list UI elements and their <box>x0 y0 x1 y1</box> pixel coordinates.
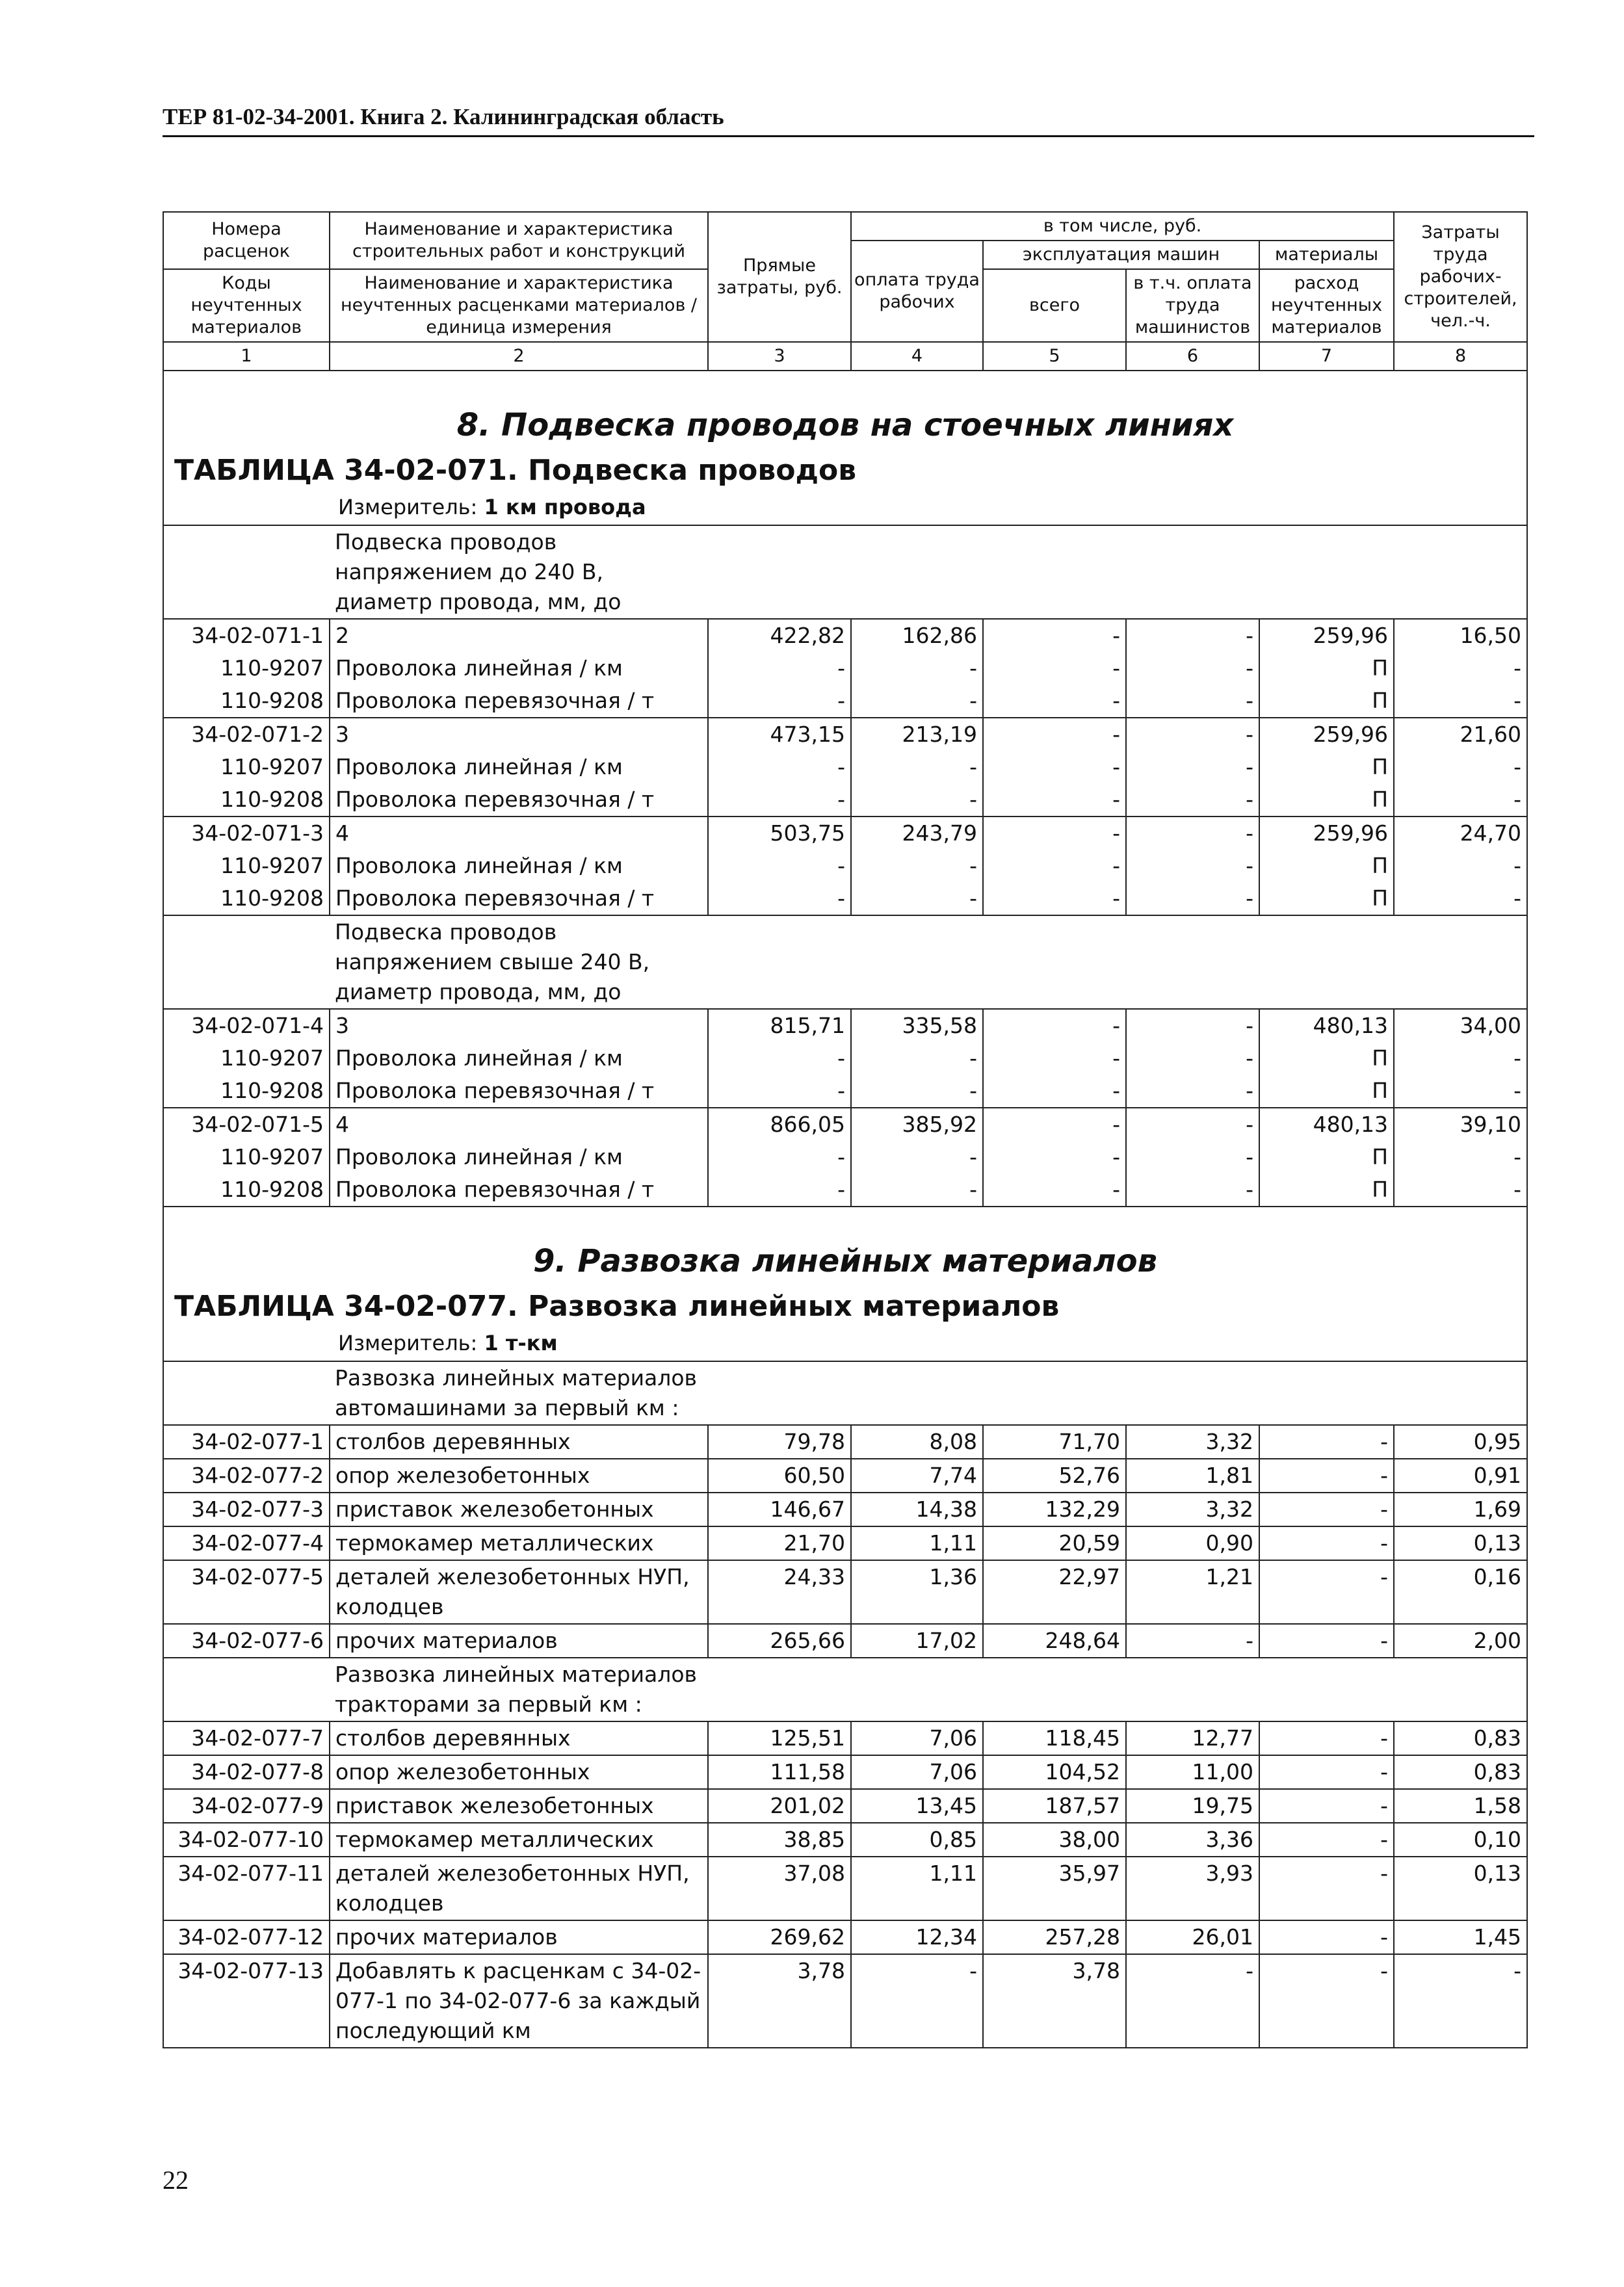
rate-code-cell: 34-02-071-4 <box>163 1009 330 1042</box>
table-row <box>163 783 1527 817</box>
table-row <box>163 1920 1527 1954</box>
group-077-tractors-text: Развозка линейных материалов тракторами за первый км : <box>330 1658 708 1721</box>
work-name-cell: опор железобетонных <box>330 1755 708 1789</box>
labor-hours-cell: - <box>1394 1141 1527 1173</box>
running-header: ТЕР 81-02-34-2001. Книга 2. Калининградская область <box>163 104 1534 137</box>
machinist-pay-cell: - <box>1126 882 1259 915</box>
labor-pay-cell: 7,74 <box>851 1459 983 1493</box>
labor-pay-cell: - <box>851 685 983 718</box>
machinist-pay-cell: 3,32 <box>1126 1425 1259 1459</box>
measure-077-value: 1 т-км <box>484 1331 558 1355</box>
work-name-cell: деталей железобетонных НУП, колодцев <box>330 1857 708 1920</box>
direct-costs-cell: 125,51 <box>708 1721 851 1755</box>
rate-code-cell: 34-02-071-3 <box>163 817 330 850</box>
group-077-tractors <box>163 1658 1527 1721</box>
rate-code-cell: 34-02-077-5 <box>163 1560 330 1624</box>
section-9-title: 9. Развозка линейных материалов <box>533 1243 1158 1279</box>
table-row <box>163 817 1527 850</box>
table-row <box>163 1141 1527 1173</box>
labor-pay-cell: - <box>851 850 983 882</box>
direct-costs-cell: 37,08 <box>708 1857 851 1920</box>
machinist-pay-cell: - <box>1126 1173 1259 1207</box>
materials-cell: - <box>1259 1789 1394 1823</box>
group-077-trucks <box>163 1361 1527 1425</box>
rate-code-cell: 34-02-071-1 <box>163 619 330 652</box>
direct-costs-cell: - <box>708 1173 851 1207</box>
machines-total-cell: - <box>983 1108 1126 1141</box>
labor-pay-cell: 17,02 <box>851 1624 983 1658</box>
work-name-cell: 4 <box>330 817 708 850</box>
rate-code-cell: 110-9208 <box>163 1075 330 1108</box>
work-name-cell: Проволока линейная / км <box>330 1042 708 1075</box>
rate-code-cell: 34-02-077-6 <box>163 1624 330 1658</box>
machines-total-cell: 71,70 <box>983 1425 1126 1459</box>
header-machines: эксплуатация машин <box>983 241 1259 269</box>
machinist-pay-cell: - <box>1126 685 1259 718</box>
work-name-cell: Добавлять к расценкам с 34-02-077-1 по 34-02-077-6 за каждый последующий км <box>330 1954 708 2048</box>
materials-cell: П <box>1259 850 1394 882</box>
rate-code-cell: 34-02-077-8 <box>163 1755 330 1789</box>
machinist-pay-cell: - <box>1126 1042 1259 1075</box>
table-row <box>163 1560 1527 1624</box>
machinist-pay-cell: - <box>1126 1954 1259 2048</box>
work-name-cell: Проволока перевязочная / т <box>330 685 708 718</box>
header-labor-pay: оплата труда рабочих <box>851 241 983 342</box>
labor-pay-cell: 0,85 <box>851 1823 983 1857</box>
direct-costs-cell: 146,67 <box>708 1493 851 1526</box>
table-row <box>163 718 1527 751</box>
materials-cell: - <box>1259 1624 1394 1658</box>
machinist-pay-cell: - <box>1126 1108 1259 1141</box>
labor-hours-cell: 16,50 <box>1394 619 1527 652</box>
rate-code-cell: 34-02-077-3 <box>163 1493 330 1526</box>
materials-cell: 259,96 <box>1259 619 1394 652</box>
labor-pay-cell: 7,06 <box>851 1721 983 1755</box>
materials-cell: - <box>1259 1920 1394 1954</box>
materials-cell: П <box>1259 652 1394 685</box>
labor-hours-cell: - <box>1394 652 1527 685</box>
labor-hours-cell: 0,83 <box>1394 1755 1527 1789</box>
labor-pay-cell: 1,11 <box>851 1526 983 1560</box>
machines-total-cell: 187,57 <box>983 1789 1126 1823</box>
machinist-pay-cell: 3,32 <box>1126 1493 1259 1526</box>
column-number: 4 <box>851 342 983 371</box>
direct-costs-cell: 265,66 <box>708 1624 851 1658</box>
column-number: 1 <box>163 342 330 371</box>
machinist-pay-cell: 19,75 <box>1126 1789 1259 1823</box>
machines-total-cell: 52,76 <box>983 1459 1126 1493</box>
machinist-pay-cell: - <box>1126 1141 1259 1173</box>
header-codes: Коды неучтенных материалов <box>163 269 330 342</box>
labor-hours-cell: 0,13 <box>1394 1526 1527 1560</box>
labor-pay-cell: - <box>851 1141 983 1173</box>
machinist-pay-cell: 0,90 <box>1126 1526 1259 1560</box>
labor-hours-cell: - <box>1394 882 1527 915</box>
direct-costs-cell: - <box>708 685 851 718</box>
materials-cell: - <box>1259 1721 1394 1755</box>
labor-pay-cell: - <box>851 1075 983 1108</box>
machinist-pay-cell: 1,21 <box>1126 1560 1259 1624</box>
table-row <box>163 1108 1527 1141</box>
labor-hours-cell: 34,00 <box>1394 1009 1527 1042</box>
table-row <box>163 1789 1527 1823</box>
direct-costs-cell: - <box>708 1141 851 1173</box>
machinist-pay-cell: - <box>1126 850 1259 882</box>
measure-071-value: 1 км провода <box>484 495 646 519</box>
materials-cell: - <box>1259 1526 1394 1560</box>
table-34-02-077-title: ТАБЛИЦА 34-02-077. Развозка линейных материалов <box>174 1290 1060 1323</box>
header-materials: материалы <box>1259 241 1394 269</box>
table-row <box>163 1173 1527 1207</box>
machinist-pay-cell: 12,77 <box>1126 1721 1259 1755</box>
machines-total-cell: 104,52 <box>983 1755 1126 1789</box>
work-name-cell: Проволока линейная / км <box>330 850 708 882</box>
labor-hours-cell: 0,95 <box>1394 1425 1527 1459</box>
labor-hours-cell: 0,10 <box>1394 1823 1527 1857</box>
table-row <box>163 652 1527 685</box>
work-name-cell: 4 <box>330 1108 708 1141</box>
machines-total-cell: - <box>983 1009 1126 1042</box>
labor-hours-cell: 1,69 <box>1394 1493 1527 1526</box>
materials-cell: 259,96 <box>1259 718 1394 751</box>
rate-code-cell: 110-9207 <box>163 1042 330 1075</box>
measure-077-label: Измеритель: <box>338 1331 478 1355</box>
labor-pay-cell: 385,92 <box>851 1108 983 1141</box>
machines-total-cell: 118,45 <box>983 1721 1126 1755</box>
work-name-cell: приставок железобетонных <box>330 1493 708 1526</box>
labor-pay-cell: 13,45 <box>851 1789 983 1823</box>
table-row <box>163 1009 1527 1042</box>
materials-cell: - <box>1259 1425 1394 1459</box>
labor-hours-cell: 1,45 <box>1394 1920 1527 1954</box>
machines-total-cell: - <box>983 817 1126 850</box>
labor-pay-cell: 12,34 <box>851 1920 983 1954</box>
labor-hours-cell: 0,13 <box>1394 1857 1527 1920</box>
header-name-materials: Наименование и характеристика неучтенных расценками материалов / единица измерения <box>330 269 708 342</box>
table-row <box>163 1624 1527 1658</box>
machinist-pay-cell: - <box>1126 751 1259 783</box>
rate-code-cell: 110-9207 <box>163 751 330 783</box>
group-071-high-voltage-text: Подвеска проводов напряжением свыше 240 В, диаметр провода, мм, до <box>330 915 708 1009</box>
machinist-pay-cell: - <box>1126 718 1259 751</box>
materials-cell: - <box>1259 1954 1394 2048</box>
machinist-pay-cell: - <box>1126 1075 1259 1108</box>
machines-total-cell: 257,28 <box>983 1920 1126 1954</box>
direct-costs-cell: 422,82 <box>708 619 851 652</box>
machines-total-cell: - <box>983 882 1126 915</box>
table-row <box>163 1823 1527 1857</box>
group-071-low-voltage <box>163 525 1527 619</box>
direct-costs-cell: 111,58 <box>708 1755 851 1789</box>
direct-costs-cell: 3,78 <box>708 1954 851 2048</box>
machinist-pay-cell: - <box>1126 619 1259 652</box>
work-name-cell: Проволока перевязочная / т <box>330 1173 708 1207</box>
machines-total-cell: - <box>983 1042 1126 1075</box>
labor-pay-cell: 243,79 <box>851 817 983 850</box>
labor-hours-cell: - <box>1394 685 1527 718</box>
table-row <box>163 1075 1527 1108</box>
table-row <box>163 1493 1527 1526</box>
materials-cell: П <box>1259 1141 1394 1173</box>
materials-cell: П <box>1259 882 1394 915</box>
direct-costs-cell: - <box>708 1075 851 1108</box>
section-8-title: 8. Подвеска проводов на стоечных линиях <box>456 407 1234 443</box>
header-name-works: Наименование и характеристика строительных работ и конструкций <box>330 212 708 269</box>
machinist-pay-cell: 26,01 <box>1126 1920 1259 1954</box>
machinist-pay-cell: - <box>1126 817 1259 850</box>
materials-cell: - <box>1259 1459 1394 1493</box>
machines-total-cell: - <box>983 1173 1126 1207</box>
work-name-cell: Проволока перевязочная / т <box>330 882 708 915</box>
direct-costs-cell: - <box>708 882 851 915</box>
rate-code-cell: 110-9207 <box>163 1141 330 1173</box>
labor-hours-cell: 0,83 <box>1394 1721 1527 1755</box>
machines-total-cell: 35,97 <box>983 1857 1126 1920</box>
labor-hours-cell: 21,60 <box>1394 718 1527 751</box>
work-name-cell: Проволока перевязочная / т <box>330 1075 708 1108</box>
table-row <box>163 1425 1527 1459</box>
rate-code-cell: 34-02-077-10 <box>163 1823 330 1857</box>
labor-pay-cell: - <box>851 1042 983 1075</box>
table-row <box>163 1459 1527 1493</box>
machinist-pay-cell: 11,00 <box>1126 1755 1259 1789</box>
header-mat-consumption: расход неучтенных материалов <box>1259 269 1394 342</box>
header-incl-machinist: в т.ч. оплата труда машинистов <box>1126 269 1259 342</box>
machines-total-cell: 132,29 <box>983 1493 1126 1526</box>
direct-costs-cell: - <box>708 652 851 685</box>
labor-hours-cell: - <box>1394 1075 1527 1108</box>
rate-code-cell: 110-9207 <box>163 652 330 685</box>
materials-cell: 259,96 <box>1259 817 1394 850</box>
direct-costs-cell: - <box>708 751 851 783</box>
labor-hours-cell: 1,58 <box>1394 1789 1527 1823</box>
table-header <box>163 212 1527 371</box>
header-direct-costs: Прямые затраты, руб. <box>708 212 851 342</box>
machines-total-cell: 20,59 <box>983 1526 1126 1560</box>
materials-cell: - <box>1259 1493 1394 1526</box>
page-number: 22 <box>163 2165 189 2195</box>
rates-table <box>163 211 1528 2048</box>
labor-pay-cell: 213,19 <box>851 718 983 751</box>
rate-code-cell: 34-02-077-13 <box>163 1954 330 2048</box>
machines-total-cell: - <box>983 850 1126 882</box>
table-body <box>163 371 1527 2048</box>
measure-077 <box>164 1328 1526 1361</box>
rate-code-cell: 34-02-077-1 <box>163 1425 330 1459</box>
header-labor-cost: Затраты труда рабочих-строителей, чел.-ч. <box>1394 212 1527 342</box>
labor-pay-cell: - <box>851 751 983 783</box>
labor-pay-cell: 8,08 <box>851 1425 983 1459</box>
machinist-pay-cell: - <box>1126 1624 1259 1658</box>
rate-code-cell: 34-02-071-5 <box>163 1108 330 1141</box>
table-row <box>163 1526 1527 1560</box>
machines-total-cell: - <box>983 1141 1126 1173</box>
labor-pay-cell: 7,06 <box>851 1755 983 1789</box>
table-row <box>163 1954 1527 2048</box>
section-9-header <box>163 1207 1527 1361</box>
labor-hours-cell: 0,16 <box>1394 1560 1527 1624</box>
direct-costs-cell: - <box>708 1042 851 1075</box>
work-name-cell: деталей железобетонных НУП, колодцев <box>330 1560 708 1624</box>
work-name-cell: Проволока перевязочная / т <box>330 783 708 817</box>
labor-hours-cell: - <box>1394 1954 1527 2048</box>
rate-code-cell: 34-02-077-7 <box>163 1721 330 1755</box>
work-name-cell: 2 <box>330 619 708 652</box>
direct-costs-cell: 866,05 <box>708 1108 851 1141</box>
column-number: 8 <box>1394 342 1527 371</box>
machinist-pay-cell: 1,81 <box>1126 1459 1259 1493</box>
table-row <box>163 685 1527 718</box>
labor-pay-cell: 1,11 <box>851 1857 983 1920</box>
labor-pay-cell: - <box>851 783 983 817</box>
table-row <box>163 882 1527 915</box>
rate-code-cell: 34-02-077-12 <box>163 1920 330 1954</box>
table-row <box>163 1857 1527 1920</box>
rate-code-cell: 110-9208 <box>163 882 330 915</box>
direct-costs-cell: 269,62 <box>708 1920 851 1954</box>
labor-pay-cell: - <box>851 1173 983 1207</box>
materials-cell: П <box>1259 783 1394 817</box>
rate-code-cell: 34-02-077-4 <box>163 1526 330 1560</box>
machines-total-cell: - <box>983 751 1126 783</box>
direct-costs-cell: 60,50 <box>708 1459 851 1493</box>
table-row <box>163 619 1527 652</box>
materials-cell: П <box>1259 685 1394 718</box>
rate-code-cell: 110-9207 <box>163 850 330 882</box>
machines-total-cell: - <box>983 783 1126 817</box>
machines-total-cell: 22,97 <box>983 1560 1126 1624</box>
header-including: в том числе, руб. <box>851 212 1394 241</box>
group-071-low-voltage-text: Подвеска проводов напряжением до 240 В, диаметр провода, мм, до <box>330 525 708 619</box>
direct-costs-cell: 473,15 <box>708 718 851 751</box>
labor-pay-cell: - <box>851 652 983 685</box>
direct-costs-cell: 21,70 <box>708 1526 851 1560</box>
materials-cell: - <box>1259 1823 1394 1857</box>
rate-code-cell: 34-02-071-2 <box>163 718 330 751</box>
labor-pay-cell: 14,38 <box>851 1493 983 1526</box>
work-name-cell: прочих материалов <box>330 1920 708 1954</box>
materials-cell: 480,13 <box>1259 1009 1394 1042</box>
column-number: 6 <box>1126 342 1259 371</box>
work-name-cell: столбов деревянных <box>330 1721 708 1755</box>
table-34-02-071-title: ТАБЛИЦА 34-02-071. Подвеска проводов <box>174 454 857 487</box>
rate-code-cell: 34-02-077-11 <box>163 1857 330 1920</box>
rate-code-cell: 110-9208 <box>163 685 330 718</box>
machines-total-cell: - <box>983 619 1126 652</box>
group-077-trucks-text: Развозка линейных материалов автомашинами за первый км : <box>330 1361 708 1425</box>
labor-hours-cell: 39,10 <box>1394 1108 1527 1141</box>
machines-total-cell: 38,00 <box>983 1823 1126 1857</box>
direct-costs-cell: 201,02 <box>708 1789 851 1823</box>
labor-hours-cell: 0,91 <box>1394 1459 1527 1493</box>
section-8-header <box>163 371 1527 525</box>
machines-total-cell: - <box>983 652 1126 685</box>
labor-pay-cell: 162,86 <box>851 619 983 652</box>
materials-cell: - <box>1259 1560 1394 1624</box>
machinist-pay-cell: - <box>1126 652 1259 685</box>
direct-costs-cell: 815,71 <box>708 1009 851 1042</box>
machines-total-cell: - <box>983 718 1126 751</box>
machines-total-cell: 3,78 <box>983 1954 1126 2048</box>
labor-pay-cell: - <box>851 882 983 915</box>
work-name-cell: приставок железобетонных <box>330 1789 708 1823</box>
direct-costs-cell: 79,78 <box>708 1425 851 1459</box>
column-number: 3 <box>708 342 851 371</box>
labor-hours-cell: 2,00 <box>1394 1624 1527 1658</box>
rate-code-cell: 110-9208 <box>163 1173 330 1207</box>
machinist-pay-cell: 3,36 <box>1126 1823 1259 1857</box>
work-name-cell: Проволока линейная / км <box>330 652 708 685</box>
labor-hours-cell: 24,70 <box>1394 817 1527 850</box>
machinist-pay-cell: - <box>1126 1009 1259 1042</box>
direct-costs-cell: - <box>708 783 851 817</box>
labor-pay-cell: 1,36 <box>851 1560 983 1624</box>
measure-071 <box>164 492 1526 525</box>
labor-hours-cell: - <box>1394 783 1527 817</box>
direct-costs-cell: 38,85 <box>708 1823 851 1857</box>
machinist-pay-cell: 3,93 <box>1126 1857 1259 1920</box>
work-name-cell: опор железобетонных <box>330 1459 708 1493</box>
labor-hours-cell: - <box>1394 1173 1527 1207</box>
table-row <box>163 1755 1527 1789</box>
work-name-cell: Проволока линейная / км <box>330 1141 708 1173</box>
labor-hours-cell: - <box>1394 1042 1527 1075</box>
materials-cell: П <box>1259 1173 1394 1207</box>
work-name-cell: 3 <box>330 718 708 751</box>
direct-costs-cell: - <box>708 850 851 882</box>
work-name-cell: 3 <box>330 1009 708 1042</box>
materials-cell: П <box>1259 1042 1394 1075</box>
labor-pay-cell: 335,58 <box>851 1009 983 1042</box>
direct-costs-cell: 24,33 <box>708 1560 851 1624</box>
labor-hours-cell: - <box>1394 850 1527 882</box>
group-071-high-voltage <box>163 915 1527 1009</box>
table-row <box>163 850 1527 882</box>
work-name-cell: столбов деревянных <box>330 1425 708 1459</box>
work-name-cell: термокамер металлических <box>330 1823 708 1857</box>
materials-cell: 480,13 <box>1259 1108 1394 1141</box>
materials-cell: - <box>1259 1857 1394 1920</box>
table-row <box>163 1721 1527 1755</box>
labor-hours-cell: - <box>1394 751 1527 783</box>
machines-total-cell: - <box>983 1075 1126 1108</box>
work-name-cell: Проволока линейная / км <box>330 751 708 783</box>
rate-code-cell: 110-9208 <box>163 783 330 817</box>
rate-code-cell: 34-02-077-9 <box>163 1789 330 1823</box>
labor-pay-cell: - <box>851 1954 983 2048</box>
column-number: 5 <box>983 342 1126 371</box>
header-total: всего <box>983 269 1126 342</box>
header-rates: Номера расценок <box>163 212 330 269</box>
materials-cell: П <box>1259 1075 1394 1108</box>
direct-costs-cell: 503,75 <box>708 817 851 850</box>
column-number: 7 <box>1259 342 1394 371</box>
machines-total-cell: - <box>983 685 1126 718</box>
rate-code-cell: 34-02-077-2 <box>163 1459 330 1493</box>
work-name-cell: прочих материалов <box>330 1624 708 1658</box>
measure-071-label: Измеритель: <box>338 495 478 519</box>
column-numbers-row <box>163 342 1527 371</box>
work-name-cell: термокамер металлических <box>330 1526 708 1560</box>
materials-cell: - <box>1259 1755 1394 1789</box>
table-row <box>163 751 1527 783</box>
table-row <box>163 1042 1527 1075</box>
machinist-pay-cell: - <box>1126 783 1259 817</box>
column-number: 2 <box>330 342 708 371</box>
machines-total-cell: 248,64 <box>983 1624 1126 1658</box>
materials-cell: П <box>1259 751 1394 783</box>
